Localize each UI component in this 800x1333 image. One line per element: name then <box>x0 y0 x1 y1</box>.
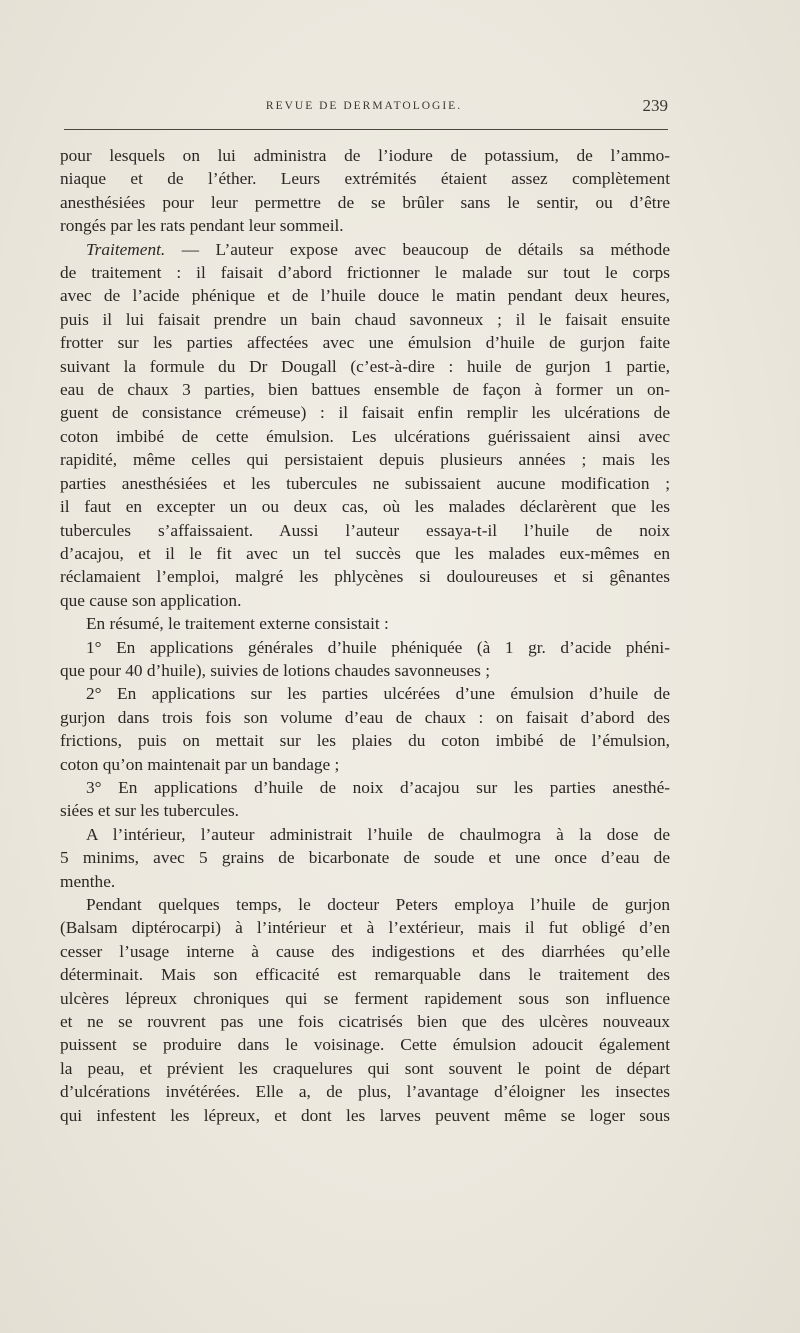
text-line: Pendant quelques temps, le docteur Peters employa l’huile de gurjon <box>86 895 670 914</box>
text-line: frictions, puis on mettait sur les plaies du coton imbibé de l’émulsion, <box>60 731 670 751</box>
text-line: pour lesquels on lui administra de l’iodure de potassium, de l’ammo- <box>60 146 670 165</box>
text-line: que pour 40 d’huile), suivies de lotions chaudes savonneuses ; <box>60 660 491 680</box>
text-line: 5 minims, avec 5 grains de bicarbonate de soude et une once d’eau de <box>60 848 670 868</box>
text-line: et ne se rouvrent pas une fois cicatrisés bien que des ulcères nouveaux <box>60 1012 670 1032</box>
text-line: parties anesthésiées et les tubercules ne subissaient aucune modification ; <box>60 473 670 493</box>
text-line: coton qu’on maintenait par un bandage ; <box>60 754 340 774</box>
text-line: puis il lui faisait prendre un bain chaud savonneux ; il le faisait ensuite <box>60 309 670 329</box>
text-line: (Balsam diptérocarpi) à l’intérieur et à l’extérieur, mais il fut obligé d’en <box>60 918 670 938</box>
text-line: puissent se produire dans le voisinage. Cette émulsion adoucit également <box>60 1035 670 1055</box>
text-line: suivant la formule du Dr Dougall (c’est-à-dire : huile de gurjon 1 partie, <box>60 356 670 376</box>
text-line: rongés par les rats pendant leur sommeil. <box>60 216 344 236</box>
page-number: 239 <box>642 96 668 115</box>
text-line: rapidité, même celles qui persistaient depuis plusieurs années ; mais les <box>60 450 670 470</box>
text-line: ulcères lépreux chroniques qui se ferment rapidement sous son influence <box>60 988 670 1008</box>
text-line: niaque et de l’éther. Leurs extrémités étaient assez complètement <box>60 169 670 189</box>
body-text <box>60 144 670 1127</box>
text-line: la peau, et prévient les craquelures qui sont souvent le point de départ <box>60 1058 670 1078</box>
text-line: guent de consistance crémeuse) : il faisait enfin remplir les ulcérations de <box>60 403 670 423</box>
text-line: A l’intérieur, l’auteur administrait l’huile de chaulmogra à la dose de <box>86 824 670 844</box>
text-line: eau de chaux 3 parties, bien battues ensemble de façon à former un on- <box>60 380 670 400</box>
text-line: d’acajou, et il le fit avec un tel succès que les malades eux-mêmes en <box>60 543 670 563</box>
running-title: REVUE DE DERMATOLOGIE. <box>265 100 463 112</box>
text-line: 3° En applications d’huile de noix d’acajou sur les parties anesthé- <box>86 777 670 797</box>
text-line: menthe. <box>60 871 116 891</box>
text-line: il faut en excepter un ou deux cas, où les malades déclarèrent que les <box>60 497 670 517</box>
text-line: tubercules s’affaissaient. Aussi l’auteur essaya-t-il l’huile de noix <box>60 520 670 540</box>
text-line: de traitement : il faisait d’abord frictionner le malade sur tout le corps <box>60 263 670 283</box>
text-line: 1° En applications générales d’huile phéniquée (à 1 gr. d’acide phéni- <box>86 637 670 657</box>
text-line: gurjon dans trois fois son volume d’eau de chaux : on faisait d’abord des <box>60 707 670 727</box>
text-line: Traitement. — L’auteur expose avec beaucoup de détails sa méthode <box>86 239 670 259</box>
text-line: avec de l’acide phénique et de l’huile douce le matin pendant deux heures, <box>60 286 670 306</box>
text-line: réclamaient l’emploi, malgré les phlycènes si douloureuses et si gênantes <box>60 567 670 587</box>
page-header <box>60 96 668 118</box>
text-line: d’ulcérations invétérées. Elle a, de plus, l’avantage d’éloigner les insectes <box>60 1082 670 1102</box>
text-line: frotter sur les parties affectées avec une émulsion d’huile de gurjon faite <box>60 333 670 353</box>
text-line: anesthésiées pour leur permettre de se brûler sans le sentir, ou d’être <box>60 192 670 212</box>
text-line: cesser l’usage interne à cause des indigestions et des diarrhées qu’elle <box>60 941 670 961</box>
text-line: qui infestent les lépreux, et dont les larves peuvent même se loger sous <box>60 1105 670 1125</box>
text-line: que cause son application. <box>60 590 242 610</box>
header-rule <box>64 129 668 130</box>
text-line: déterminait. Mais son efficacité est remarquable dans le traitement des <box>60 965 670 985</box>
text-line: siées et sur les tubercules. <box>60 801 239 821</box>
text-line: En résumé, le traitement externe consistait : <box>86 614 389 634</box>
text-line: coton imbibé de cette émulsion. Les ulcérations guérissaient ainsi avec <box>60 426 670 446</box>
text-line: 2° En applications sur les parties ulcérées d’une émulsion d’huile de <box>86 684 670 704</box>
